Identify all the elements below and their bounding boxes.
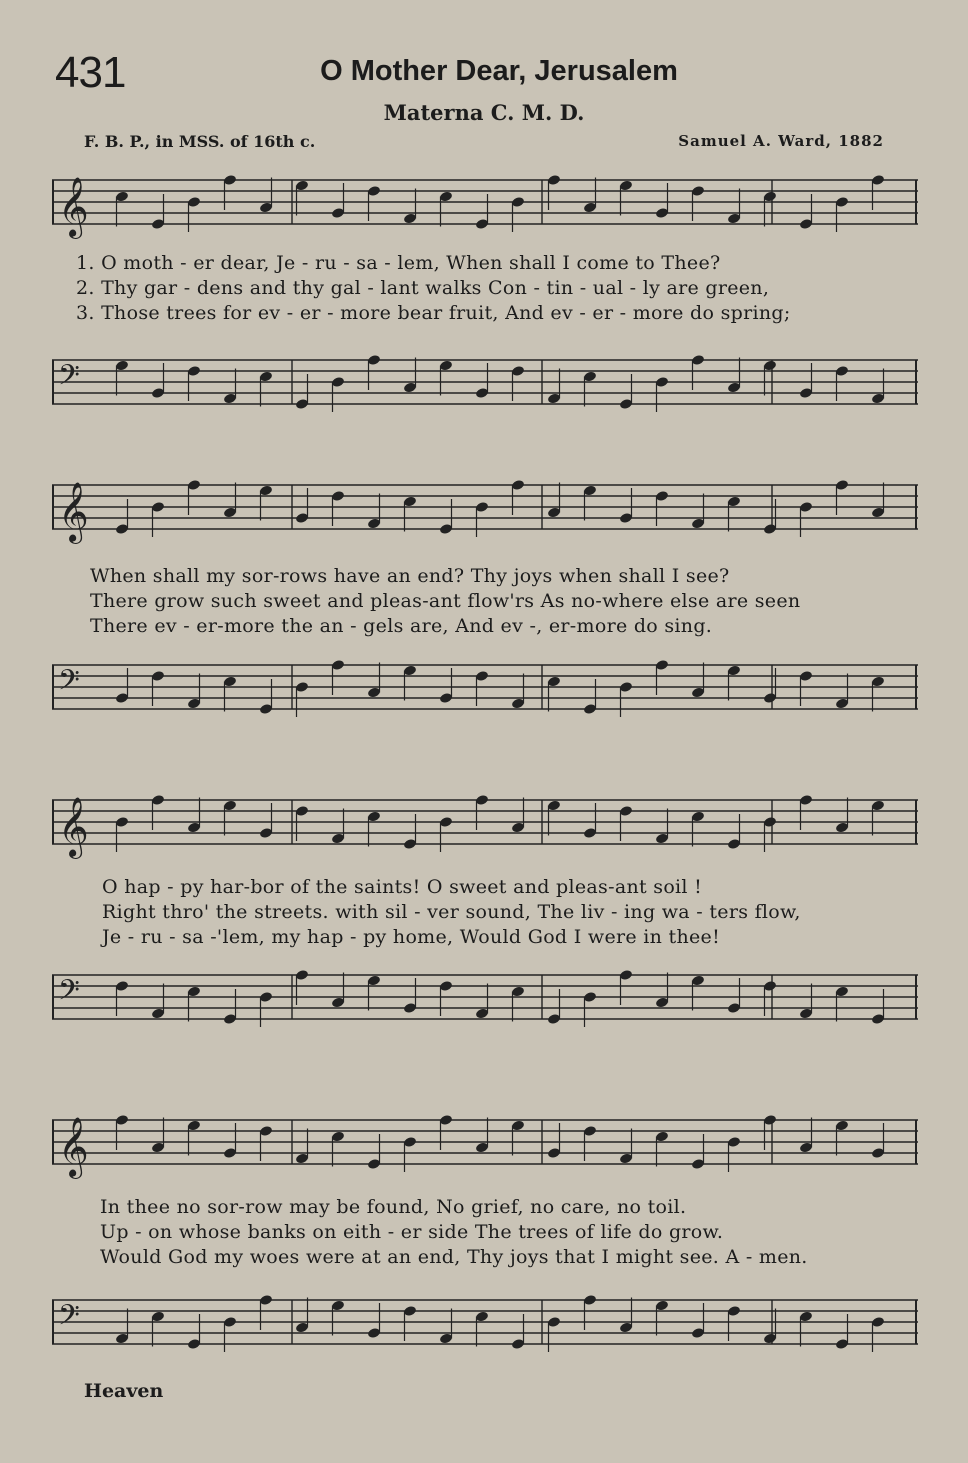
treble-clef-icon: 𝄞 bbox=[58, 797, 89, 857]
lyric-line: When shall my sor-rows have an end? Thy joys when shall I see? bbox=[90, 565, 730, 587]
music-system-1 bbox=[52, 170, 920, 435]
lyric-line: 3. Those trees for ev - er - more bear fruit, And ev - er - more do spring; bbox=[76, 302, 791, 324]
bass-clef-icon: 𝄢 bbox=[58, 664, 80, 704]
lyric-line: 2. Thy gar - dens and thy gal - lant walks Con - tin - ual - ly are green, bbox=[76, 277, 770, 299]
bass-clef-icon: 𝄢 bbox=[58, 359, 80, 399]
bass-clef-icon: 𝄢 bbox=[58, 1299, 80, 1339]
words-attribution: F. B. P., in MSS. of 16th c. bbox=[84, 132, 316, 151]
bass-staff bbox=[52, 655, 920, 745]
lyric-line: In thee no sor-row may be found, No grief, no care, no toil. bbox=[100, 1196, 687, 1218]
tune-name: Materna C. M. D. bbox=[383, 100, 585, 125]
lyric-line: Right thro' the streets. with sil - ver sound, The liv - ing wa - ters flow, bbox=[102, 901, 801, 923]
music-system-4 bbox=[52, 1110, 920, 1375]
lyric-line: Up - on whose banks on eith - er side The trees of life do grow. bbox=[100, 1221, 724, 1243]
treble-clef-icon: 𝄞 bbox=[58, 482, 89, 542]
topic-label: Heaven bbox=[84, 1380, 164, 1402]
music-system-3 bbox=[52, 790, 920, 1050]
treble-clef-icon: 𝄞 bbox=[58, 177, 89, 237]
music-system-2 bbox=[52, 475, 920, 745]
bass-staff bbox=[52, 965, 920, 1055]
lyric-line: 1. O moth - er dear, Je - ru - sa - lem, When shall I come to Thee? bbox=[76, 252, 721, 274]
hymn-number: 431 bbox=[55, 48, 126, 97]
lyric-line: Je - ru - sa -'lem, my hap - py home, Would God I were in thee! bbox=[102, 926, 721, 948]
lyric-line: O hap - py har-bor of the saints! O sweet and pleas-ant soil ! bbox=[102, 876, 703, 898]
treble-staff bbox=[52, 170, 920, 250]
lyric-line: There grow such sweet and pleas-ant flow'rs As no-where else are seen bbox=[90, 590, 801, 612]
lyric-line: There ev - er-more the an - gels are, And ev -, er-more do sing. bbox=[90, 615, 713, 637]
treble-staff bbox=[52, 790, 920, 870]
treble-staff bbox=[52, 1110, 920, 1190]
music-attribution: Samuel A. Ward, 1882 bbox=[678, 132, 884, 150]
lyric-line: Would God my woes were at an end, Thy joys that I might see. A - men. bbox=[100, 1246, 808, 1268]
treble-clef-icon: 𝄞 bbox=[58, 1117, 89, 1177]
treble-staff bbox=[52, 475, 920, 555]
hymn-title: O Mother Dear, Jerusalem bbox=[320, 55, 678, 87]
bass-clef-icon: 𝄢 bbox=[58, 974, 80, 1014]
bass-staff bbox=[52, 350, 920, 440]
bass-staff bbox=[52, 1290, 920, 1380]
